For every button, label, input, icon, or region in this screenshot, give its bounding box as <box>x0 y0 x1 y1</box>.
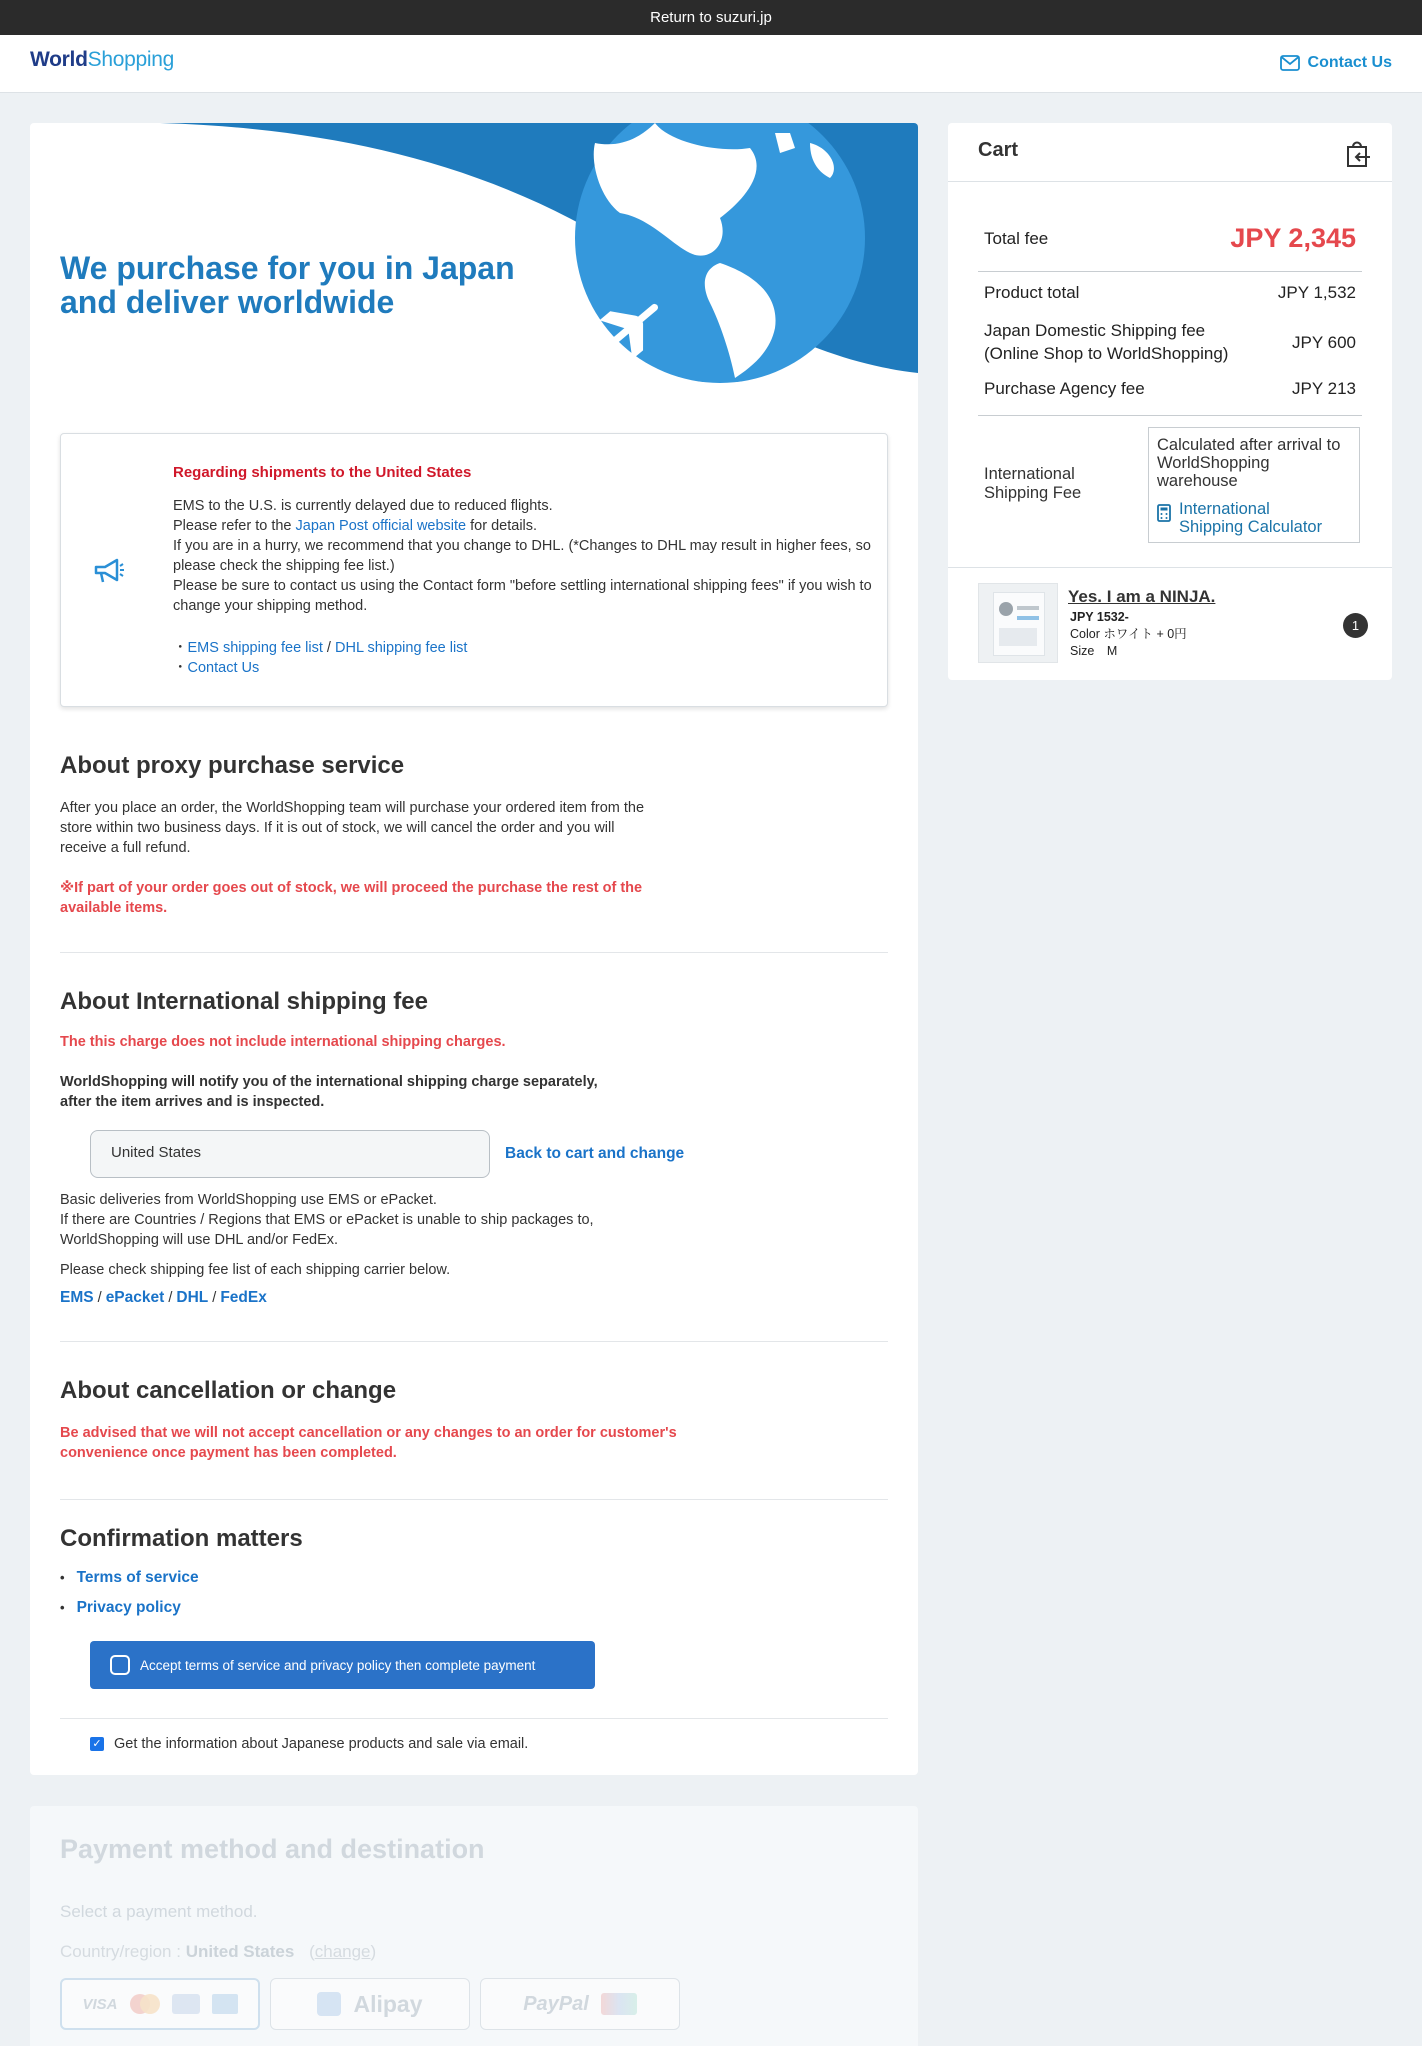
item-quantity-badge: 1 <box>1343 613 1368 638</box>
check-line: Please check shipping fee list of each shipping carrier below. <box>60 1262 451 1278</box>
divider <box>60 1499 888 1500</box>
domestic-label <box>984 319 1228 365</box>
basic-line-1: Basic deliveries from WorldShopping use EMS or ePacket. <box>60 1192 437 1208</box>
mail-icon <box>1280 55 1300 71</box>
notice-line-2 <box>173 516 873 536</box>
dhl-fee-list-link[interactable]: DHL shipping fee list <box>335 640 468 656</box>
item-thumbnail[interactable] <box>978 583 1058 663</box>
domestic-label-2: (Online Shop to WorldShopping) <box>984 344 1229 363</box>
return-link[interactable]: Return to suzuri.jp <box>650 9 772 26</box>
country-label: Country/region : <box>60 1942 186 1961</box>
alipay-icon <box>317 1992 341 2016</box>
cancel-section <box>30 1377 858 1463</box>
paypal-label: PayPal <box>523 1992 589 2015</box>
payment-panel <box>30 1806 918 2046</box>
card-option[interactable] <box>60 1978 260 2030</box>
item-name[interactable]: Yes. I am a NINJA. <box>1068 587 1216 606</box>
notice-line-1: EMS to the U.S. is currently delayed due to reduced flights. <box>173 498 553 514</box>
calculator-icon <box>1157 504 1171 522</box>
cart-item <box>978 583 1368 667</box>
accept-checkbox[interactable] <box>110 1655 130 1675</box>
product-label: Product total <box>984 283 1080 302</box>
carrier-epacket-link[interactable]: ePacket <box>105 1289 165 1306</box>
intl-notify: WorldShopping will notify you of the international shipping charge separately, after the item arrives and is inspected. <box>60 1074 598 1110</box>
terms-link[interactable]: • Terms of service <box>60 1563 858 1593</box>
intl-section <box>30 988 858 1112</box>
intl-fee-box <box>1148 427 1360 543</box>
hero-banner <box>30 123 918 423</box>
item-size: Size M <box>1070 644 1118 658</box>
unionpay-icon <box>601 1993 637 2015</box>
contact-us-link[interactable] <box>1280 54 1392 72</box>
link-separator: / <box>322 640 335 656</box>
header <box>0 35 1422 93</box>
alipay-label: Alipay <box>353 1990 423 2017</box>
item-price: JPY 1532- <box>1070 610 1129 624</box>
notice-line-2-pre: Please refer to the <box>173 518 296 534</box>
pay-button-label: Accept terms of service and privacy policy then complete payment <box>140 1657 536 1673</box>
country-value: United States <box>185 1942 295 1961</box>
jcb-icon <box>172 1994 200 2014</box>
paypal-option[interactable] <box>480 1978 680 2030</box>
total-value: JPY 2,345 <box>1230 223 1356 253</box>
japan-post-link[interactable]: Japan Post official website <box>295 518 467 534</box>
cart-divider <box>948 181 1392 182</box>
notice-line-4: Please be sure to contact us using the Contact form "before settling international shipping fees" if you wish to change your shipping method. <box>173 578 872 614</box>
change-country-link[interactable]: change <box>314 1942 371 1961</box>
calc-link-1: International <box>1179 500 1270 518</box>
cart-title: Cart <box>978 139 1019 161</box>
mastercard-icon <box>130 1994 160 2014</box>
domestic-value: JPY 600 <box>1292 332 1356 352</box>
item-meta <box>1070 609 1187 660</box>
notice-line-2-post: for details. <box>466 518 538 534</box>
cart-panel <box>948 123 1392 680</box>
ems-fee-list-link[interactable]: EMS shipping fee list <box>187 640 323 656</box>
intl-title: About International shipping fee <box>60 988 428 1015</box>
shipping-calculator-link[interactable] <box>1157 500 1351 536</box>
intl-fee-label-2: Shipping Fee <box>984 484 1082 502</box>
agency-row <box>984 379 1356 399</box>
carrier-sep: / <box>164 1290 177 1306</box>
logo-word-1: World <box>30 48 88 71</box>
carrier-fedex-link[interactable]: FedEx <box>220 1289 267 1306</box>
proxy-section <box>30 752 858 918</box>
notice-title: Regarding shipments to the United States <box>173 464 472 481</box>
return-bar[interactable] <box>0 0 1422 35</box>
amex-icon <box>212 1994 238 2014</box>
domestic-label-1: Japan Domestic Shipping fee <box>984 321 1206 340</box>
total-row <box>984 223 1356 254</box>
country-field[interactable]: United States <box>90 1130 490 1178</box>
email-optin-label: Get the information about Japanese products and sale via email. <box>114 1736 529 1752</box>
email-optin[interactable] <box>90 1736 528 1752</box>
contact-us-label: Contact Us <box>1307 54 1392 71</box>
product-value: JPY 1,532 <box>1277 283 1356 302</box>
logo[interactable] <box>30 48 174 72</box>
intl-fee-label <box>984 465 1081 503</box>
notice-body <box>173 496 873 616</box>
confirm-section <box>30 1525 858 1623</box>
notice-links: ・EMS shipping fee list / DHL shipping fee list ・Contact Us <box>173 640 468 676</box>
complete-payment-button[interactable] <box>90 1641 595 1689</box>
agency-value: JPY 213 <box>1292 379 1356 398</box>
intl-fee-note: Calculated after arrival to WorldShopping warehouse <box>1157 436 1341 490</box>
logo-word-2: Shopping <box>87 48 174 71</box>
intl-warning: The this charge does not include international shipping charges. <box>60 1034 506 1050</box>
domestic-row <box>984 319 1356 365</box>
intl-section-more <box>30 1190 858 1308</box>
cancel-warning: Be advised that we will not accept cancellation or any changes to an order for customer's convenience once payment has been completed. <box>60 1425 677 1461</box>
carrier-dhl-link[interactable]: DHL <box>176 1289 209 1306</box>
megaphone-icon <box>93 558 125 584</box>
cart-back-icon[interactable] <box>1344 138 1372 168</box>
back-to-cart-link[interactable]: Back to cart and change <box>505 1145 685 1162</box>
carrier-ems-link[interactable]: EMS <box>60 1289 94 1306</box>
carrier-sep: / <box>93 1290 106 1306</box>
notice-line-3: If you are in a hurry, we recommend that you change to DHL. (*Changes to DHL may result in higher fees, so please check the shipping fee list.) <box>173 538 871 574</box>
divider <box>60 1718 888 1719</box>
payment-select: Select a payment method. <box>60 1902 258 1921</box>
proxy-body: After you place an order, the WorldShopping team will purchase your ordered item from the store within two business days. If it is out of stock, we will cancel the order and you will receive a full refund. <box>60 800 645 856</box>
carrier-sep: / <box>208 1290 221 1306</box>
agency-label: Purchase Agency fee <box>984 379 1145 398</box>
item-color: Color ホワイト + 0円 <box>1070 627 1187 641</box>
total-divider <box>978 271 1362 272</box>
us-shipment-notice <box>60 433 888 707</box>
proxy-title: About proxy purchase service <box>60 752 405 779</box>
divider <box>60 1341 888 1342</box>
notice-contact-link[interactable]: Contact Us <box>187 660 260 676</box>
hero-title: We purchase for you in Japan and deliver worldwide <box>60 250 515 320</box>
visa-label: VISA <box>82 1995 118 2013</box>
cart-divider <box>948 567 1392 568</box>
intl-fee-label-1: International <box>984 465 1075 483</box>
alipay-option[interactable] <box>270 1978 470 2030</box>
divider <box>60 952 888 953</box>
product-row <box>984 283 1356 303</box>
payment-country: Country/region : United States (change) <box>60 1942 377 1961</box>
calc-link-2: Shipping Calculator <box>1179 518 1323 536</box>
confirm-list <box>30 1563 858 1623</box>
email-checkbox[interactable]: ✓ <box>90 1737 104 1751</box>
cancel-title: About cancellation or change <box>60 1377 397 1404</box>
carrier-links <box>60 1288 858 1308</box>
confirm-title: Confirmation matters <box>60 1525 303 1552</box>
privacy-link[interactable]: • Privacy policy <box>60 1593 858 1623</box>
total-label: Total fee <box>984 228 1049 248</box>
proxy-warning: ※If part of your order goes out of stock, we will proceed the purchase the rest of the available items. <box>60 880 643 916</box>
payment-title: Payment method and destination <box>60 1834 485 1864</box>
basic-line-2: If there are Countries / Regions that EMS or ePacket is unable to ship packages to, WorldShopping will use DHL and/or FedEx. <box>60 1212 594 1248</box>
agency-divider <box>978 415 1362 416</box>
